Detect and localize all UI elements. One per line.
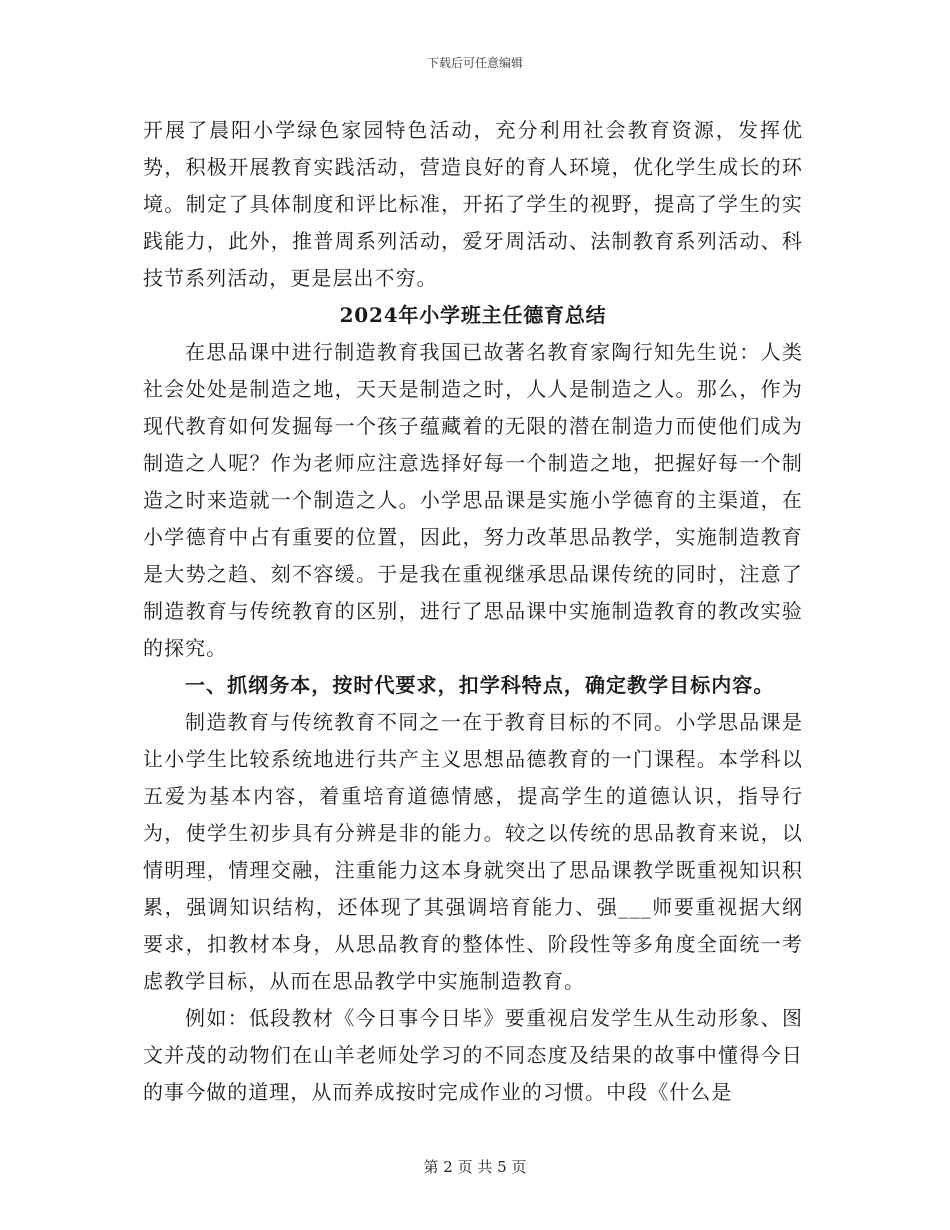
document-body — [143, 112, 803, 1111]
paragraph-1: 在思品课中进行制造教育我国已故著名教育家陶行知先生说：人类社会处处是制造之地，天天是制造之时，人人是制造之人。那么，作为现代教育如何发掘每一个孩子蕴藏着的无限的潜在制造力而使他们成为制造之人呢？作为老师应注意选择好每一个制造之地，把握好每一个制造之时来造就一个制造之人。小学思品课是实施小学德育的主渠道，在小学德育中占有重要的位置，因此，努力改革思品教学，实施制造教育是大势之趋、刻不容缓。于是我在重视继承思品课传统的同时，注意了制造教育与传统教育的区别，进行了思品课中实施制造教育的教改实验的探究。 — [143, 340, 803, 660]
section-heading: 一、抓纲务本，按时代要求，扣学科特点，确定教学目标内容。 — [185, 673, 775, 697]
header-note: 下载后可任意编辑 — [426, 56, 523, 70]
page-indicator: 第 2 页 共 5 页 — [423, 1158, 527, 1176]
paragraph-3: 例如：低段教材《今日事今日毕》要重视启发学生从生动形象、图文并茂的动物们在山羊老师处学习的不同态度及结果的故事中懂得今日的事今做的道理，从而养成按时完成作业的习惯。中段《什么是 — [143, 1006, 803, 1104]
paragraph-2: 制造教育与传统教育不同之一在于教育目标的不同。小学思品课是让小学生比较系统地进行共产主义思想品德教育的一门课程。本学科以五爱为基本内容，着重培育道德情感，提高学生的道德认识，指导行为，使学生初步具有分辨是非的能力。较之以传统的思品教育来说，以情明理，情理交融，注重能力这本身就突出了思品课教学既重视知识积累，强调知识结构，还体现了其强调培育能力、强___师要重视据大纲要求，扣教材本身，从思品教育的整体性、阶段性等多角度全面统一考虑教学目标，从而在思品教学中实施制造教育。 — [143, 710, 803, 993]
document-title: 2024年小学班主任德育总结 — [339, 303, 607, 327]
intro-paragraph: 开展了晨阳小学绿色家园特色活动，充分利用社会教育资源，发挥优势，积极开展教育实践活动，营造良好的育人环境，优化学生成长的环境。制定了具体制度和评比标准，开拓了学生的视野，提高了学生的实践能力，此外，推普周系列活动，爱牙周活动、法制教育系列活动、科技节系列活动，更是层出不穷。 — [143, 118, 803, 290]
